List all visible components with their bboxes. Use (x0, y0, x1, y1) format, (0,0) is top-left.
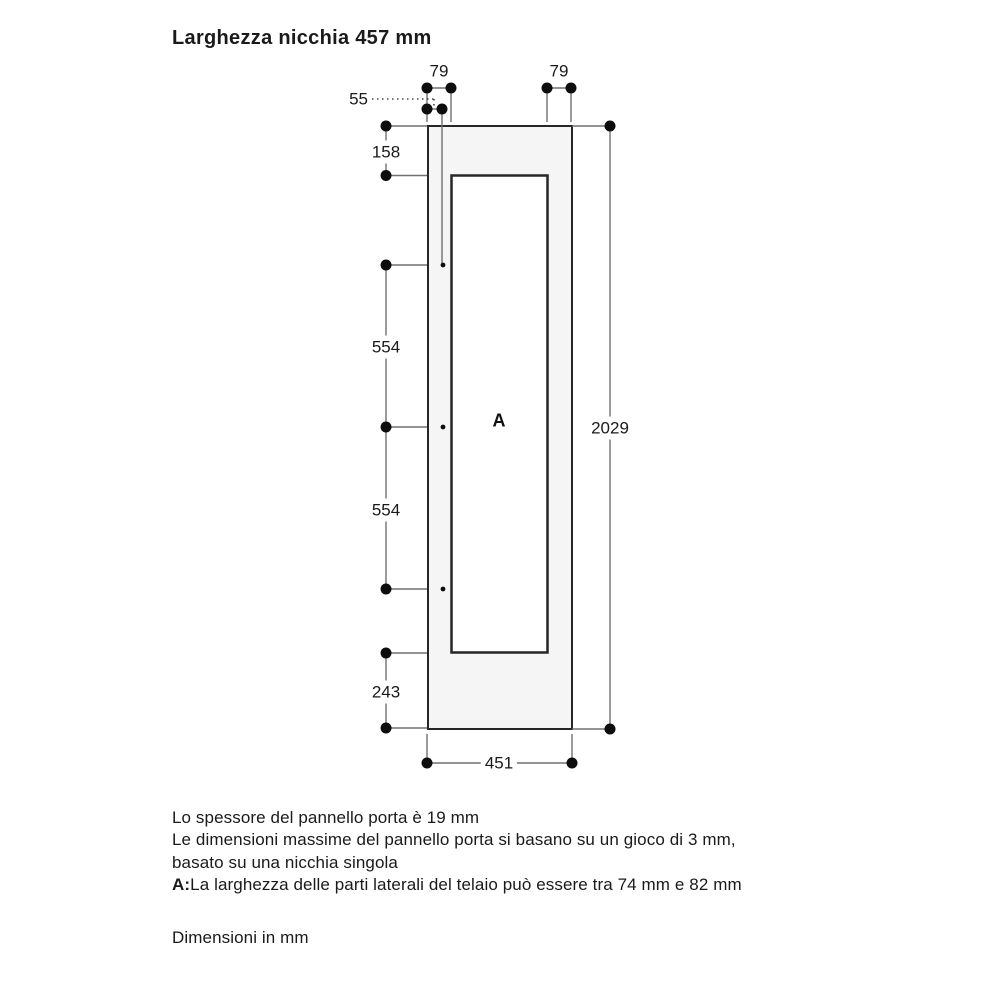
dim-label-2029: 2029 (587, 417, 633, 440)
dim-label-55: 55 (349, 89, 368, 109)
dim-label-158: 158 (368, 141, 404, 164)
dim-label-79-right: 79 (549, 61, 569, 81)
dim-label-79-left: 79 (429, 61, 449, 81)
note-line-1: Lo spessore del pannello porta è 19 mm (172, 808, 480, 827)
notes-block (172, 807, 742, 897)
panel-area-label: A (492, 410, 506, 431)
dim-label-451: 451 (481, 752, 517, 775)
dim-label-554-upper: 554 (368, 336, 404, 359)
units-note: Dimensioni in mm (172, 928, 309, 947)
page-title: Larghezza nicchia 457 mm (172, 27, 432, 49)
note-line-2: Le dimensioni massime del pannello porta si basano su un gioco di 3 mm, (172, 830, 736, 850)
dim-label-243: 243 (368, 681, 404, 704)
note-a-text: La larghezza delle parti laterali del telaio può essere tra 74 mm e 82 mm (190, 875, 742, 895)
note-a-prefix: A: (172, 875, 191, 895)
note-line-4 (172, 874, 742, 896)
note-line-3: basato su una nicchia singola (172, 852, 398, 872)
dim-label-554-lower: 554 (368, 499, 404, 522)
